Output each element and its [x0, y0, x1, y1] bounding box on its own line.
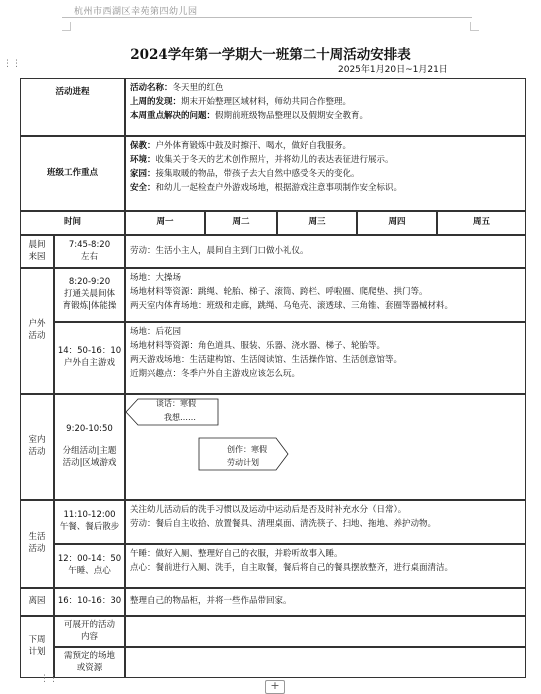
day-label: 周三	[308, 217, 326, 228]
focus-value: 户外体育锻炼中鼓及时擦汗、喝水，做好自我服务。	[155, 141, 352, 151]
morning-time-note: 左右	[80, 251, 98, 262]
day-header-thu	[357, 211, 437, 235]
focus-label-cell	[20, 136, 125, 211]
focus-label: 班级工作重点	[46, 167, 98, 178]
day-header-mon	[125, 211, 205, 235]
outdoor-slot1-sub2: 育锻炼|体能操	[62, 300, 117, 311]
progress-key: 活动名称：	[130, 83, 173, 93]
outdoor-slot2-sub: 户外自主游戏	[63, 358, 115, 368]
outdoor-slot1-sub: 打通关晨间体	[63, 289, 115, 300]
next-week-item2-content-cell[interactable]	[125, 647, 526, 678]
morning-content-cell	[125, 235, 526, 268]
indoor-sub2: 活动|区域游戏	[62, 457, 117, 468]
progress-value: 冬天里的红色	[172, 83, 224, 93]
focus-key: 安全：	[130, 182, 156, 193]
morning-time: 7:45-8:20	[68, 239, 111, 250]
next-week-item1-cont: 内容	[80, 631, 98, 642]
leave-content-cell	[125, 588, 526, 616]
morning-label: 晨间来园	[28, 239, 46, 262]
outdoor-slot2-content-cell	[125, 322, 526, 394]
arrow1-line1: 谈话：寒假	[156, 399, 196, 408]
arrow2-line2: 劳动计划	[227, 458, 259, 467]
next-week-item1: 可展开的活动	[63, 619, 115, 630]
outdoor-slot1-line: 两天室内体育场地：班级和走廊，跳绳、乌龟壳、滚透球、三角锥、套圈等器械材料。	[130, 300, 454, 311]
focus-value: 接集取暖的物品，带孩子去大自然中感受冬天的变化。	[155, 168, 360, 179]
indoor-time-cell	[54, 394, 125, 500]
progress-label: 活动进程	[55, 87, 90, 97]
morning-label-cell	[20, 235, 54, 268]
focus-key: 保教：	[130, 141, 156, 151]
life-slot1-time-cell	[54, 500, 125, 544]
row-drag-handle-icon[interactable]: ⋮⋮	[40, 674, 58, 684]
day-label: 周四	[388, 217, 406, 228]
next-week-item2: 需预定的场地	[63, 650, 115, 661]
life-label-cell	[20, 500, 54, 588]
next-week-item2-cell	[54, 647, 125, 678]
outdoor-slot1-time-cell	[54, 268, 125, 322]
add-row-button[interactable]: +	[265, 680, 285, 694]
life-slot1-time: 11:10-12:00	[63, 510, 116, 521]
date-range: 2025年1月20日~1月21日	[338, 65, 448, 75]
leave-label-cell	[20, 588, 54, 616]
leave-content: 整理自己的物品柜，并将一些作品带回家。	[130, 596, 292, 607]
day-label: 周五	[472, 217, 490, 228]
life-slot1-sub: 午餐、餐后散步	[59, 522, 120, 532]
life-slot2-time: 12：00-14：50	[57, 554, 122, 565]
time-header-cell	[20, 211, 125, 235]
focus-value: 和幼儿一起检查户外游戏场地，根据游戏注意事项制作安全标识。	[155, 182, 403, 193]
progress-label-cell	[20, 78, 125, 136]
indoor-content-cell	[125, 394, 526, 500]
focus-content-cell	[125, 136, 526, 211]
outdoor-label: 户外活动	[28, 319, 46, 341]
header-divider	[62, 17, 472, 18]
life-slot1-line: 关注幼儿活动后的洗手习惯以及运动中运动后是否及时补充水分（日常）。	[130, 505, 407, 515]
indoor-label: 室内活动	[28, 435, 46, 457]
life-slot2-time-cell	[54, 544, 125, 588]
outdoor-slot1-line: 场地：大操场	[130, 273, 182, 283]
day-header-fri	[437, 211, 526, 235]
arrow2-line1: 创作：寒假	[227, 445, 267, 454]
indoor-label-cell	[20, 394, 54, 500]
focus-key: 环境：	[130, 154, 156, 165]
leave-time: 16：10-16：30	[57, 596, 122, 607]
next-week-item1-cell	[54, 616, 125, 647]
progress-key: 本周重点解决的问题：	[130, 110, 216, 121]
outdoor-slot2-time-cell	[54, 322, 125, 394]
outdoor-slot1-content-cell	[125, 268, 526, 322]
leave-label: 离园	[28, 596, 46, 607]
outdoor-label-cell	[20, 268, 54, 394]
next-week-item1-content-cell[interactable]	[125, 616, 526, 647]
arrow1-line2: 我想……	[164, 413, 196, 422]
outdoor-slot2-line: 两天游戏场地：生活建构馆、生活阅读馆、生活操作馆、生活创意馆等。	[130, 354, 403, 365]
morning-content: 劳动：生活小主人，晨间自主到门口做小礼仪。	[130, 245, 309, 256]
morning-time-cell	[54, 235, 125, 268]
time-header: 时间	[63, 217, 81, 228]
leave-time-cell	[54, 588, 125, 616]
progress-value: 假期前班级物品整理以及假期安全教育。	[215, 110, 369, 121]
life-slot2-content-cell	[125, 544, 526, 588]
focus-key: 家园：	[130, 168, 156, 179]
outdoor-slot1-time: 8:20-9:20	[68, 277, 111, 288]
outdoor-slot2-line: 场地材料等资源：角色道具、服装、乐器、浇水器、梯子、轮胎等。	[130, 340, 386, 351]
indoor-time: 9:20-10:50	[66, 424, 113, 435]
outdoor-slot2-line: 近期兴趣点：冬季户外自主游戏应该怎么玩。	[130, 368, 301, 379]
progress-key: 上周的发现：	[130, 96, 182, 107]
day-label: 周二	[232, 217, 250, 228]
life-slot1-line: 劳动：餐后自主收拾、放置餐具、清理桌面、清洗筷子、扫地、拖地、养护动物。	[130, 518, 437, 529]
life-slot1-content-cell	[125, 500, 526, 544]
page-title: 2024学年第一学期大一班第二十周活动安排表	[130, 47, 411, 63]
outdoor-slot1-line: 场地材料等资源：跳绳、轮胎、梯子、滚筒、跨栏、呼啦圈、爬爬垫、拱门等。	[130, 286, 428, 297]
progress-content-cell	[125, 78, 526, 136]
day-header-tue	[205, 211, 277, 235]
margin-corner-right	[470, 22, 479, 31]
focus-value: 收集关于冬天的艺术创作照片，并将幼儿的表达表征进行展示。	[155, 154, 394, 165]
life-label: 生活活动	[28, 532, 46, 554]
next-week-label-cell	[20, 616, 54, 678]
life-slot2-line: 点心：餐前进行入厕、洗手，自主取餐，餐后将自己的餐具摆放整齐，进行桌面清洁。	[130, 562, 454, 573]
margin-corner-left	[62, 22, 71, 31]
outdoor-slot2-time: 14：50-16：10	[57, 346, 122, 357]
page-header: 杭州市西湖区幸苑第四幼儿园	[74, 7, 198, 17]
table-move-handle-icon[interactable]: ⋮⋮	[3, 59, 21, 69]
next-week-label: 下周计划	[28, 635, 46, 657]
flow-arrows	[126, 395, 526, 500]
next-week-item2-cont: 或资源	[76, 662, 103, 673]
progress-value: 期末开始整理区域材料，师幼共同合作整理。	[181, 96, 352, 107]
indoor-sub: 分组活动|主题	[62, 446, 117, 457]
day-header-wed	[277, 211, 357, 235]
life-slot2-line: 午睡：做好入厕、整理好自己的衣服，并聆听故事入睡。	[130, 549, 343, 559]
day-label: 周一	[156, 217, 174, 228]
outdoor-slot2-line: 场地：后花园	[130, 327, 182, 337]
life-slot2-sub: 午睡、点心	[68, 566, 111, 576]
